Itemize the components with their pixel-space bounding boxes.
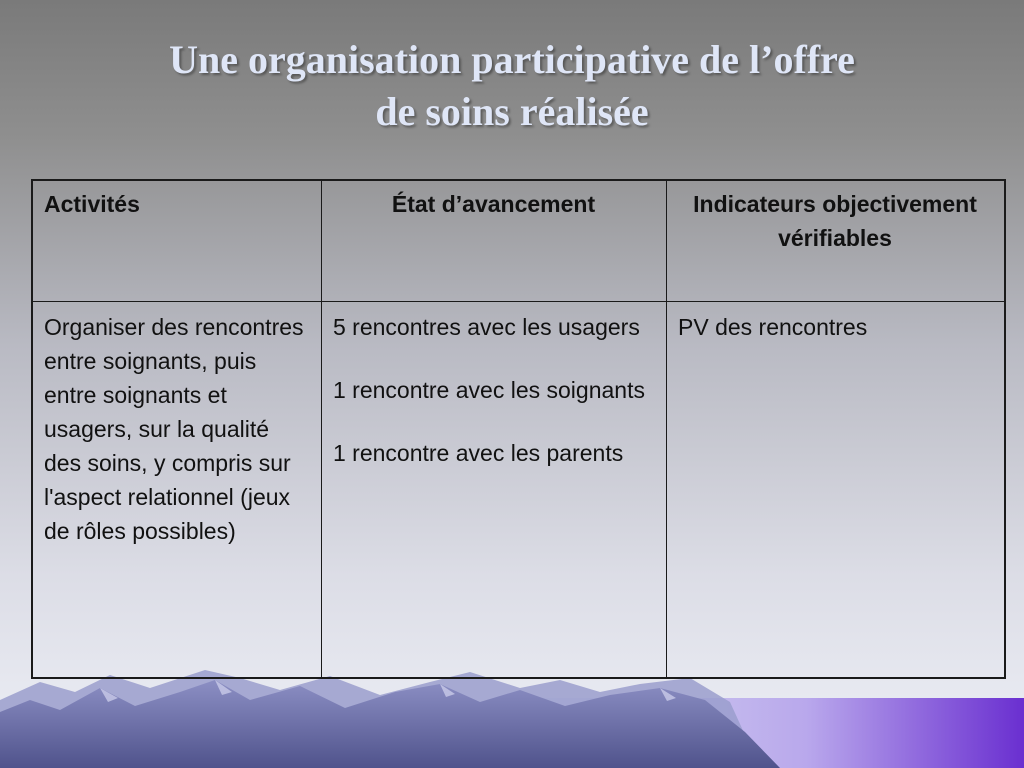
status-item-users: 5 rencontres avec les usagers (333, 314, 640, 341)
status-item-parents: 1 rencontre avec les parents (333, 440, 624, 467)
slide-title (40, 34, 984, 138)
header-activities: Activités (32, 180, 322, 302)
header-status: État d’avancement (322, 180, 667, 302)
progress-table (31, 179, 1006, 679)
table-header-row (32, 180, 1005, 302)
cell-indicator: PV des rencontres (667, 302, 1006, 678)
cell-status (322, 302, 667, 678)
status-item-caregivers: 1 rencontre avec les soignants (333, 377, 645, 404)
slide-title-line-2: de soins réalisée (375, 89, 649, 134)
header-indicators: Indicateurs objectivement vérifiables (667, 180, 1006, 302)
cell-activity: Organiser des rencontres entre soignants, puis entre soignants et usagers, sur la qualité des soins, y compris sur l'aspect relationnel (jeux de rôles possibles) (32, 302, 322, 678)
table-row (32, 302, 1005, 678)
slide-title-line-1: Une organisation participative de l’offre (169, 37, 855, 82)
